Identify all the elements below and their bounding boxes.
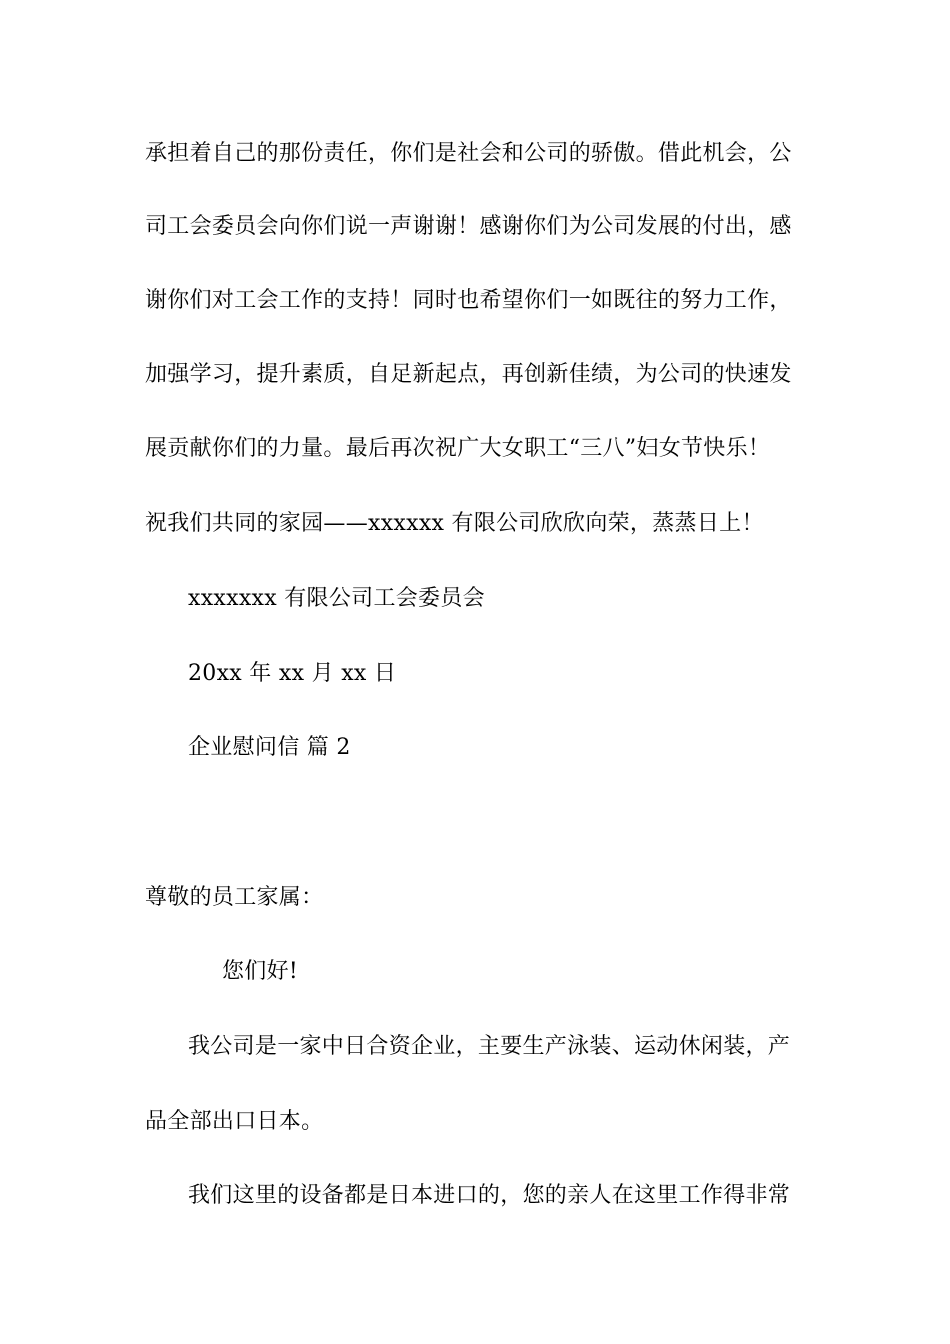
body-text-line: 展贡献你们的力量。最后再次祝广大女职工“三八”妇女节快乐！ bbox=[145, 436, 771, 461]
body-text-line: 司工会委员会向你们说一声谢谢！感谢你们为公司发展的付出，感 bbox=[145, 214, 792, 239]
section-heading: 企业慰问信 篇 2 bbox=[188, 735, 351, 760]
body-text-line: 我们这里的设备都是日本进口的，您的亲人在这里工作得非常 bbox=[188, 1183, 791, 1208]
body-text-line: 谢你们对工会工作的支持！同时也希望你们一如既往的努力工作， bbox=[145, 288, 792, 313]
salutation: 尊敬的员工家属： bbox=[145, 885, 324, 910]
body-text-line: 我公司是一家中日合资企业，主要生产泳装、运动休闲装，产 bbox=[188, 1034, 791, 1059]
signature-date: 20xx 年 xx 月 xx 日 bbox=[188, 661, 397, 686]
closing-wish-line: 祝我们共同的家园——xxxxxx 有限公司欣欣向荣，蒸蒸日上！ bbox=[145, 511, 764, 536]
body-text-line: 品全部出口日本。 bbox=[145, 1109, 324, 1134]
signature-organization: xxxxxxx 有限公司工会委员会 bbox=[188, 586, 485, 611]
body-text-line: 加强学习，提升素质，自足新起点，再创新佳绩，为公司的快速发 bbox=[145, 362, 792, 387]
body-text-line: 承担着自己的那份责任，你们是社会和公司的骄傲。借此机会，公 bbox=[145, 141, 792, 166]
greeting: 您们好! bbox=[222, 959, 299, 984]
